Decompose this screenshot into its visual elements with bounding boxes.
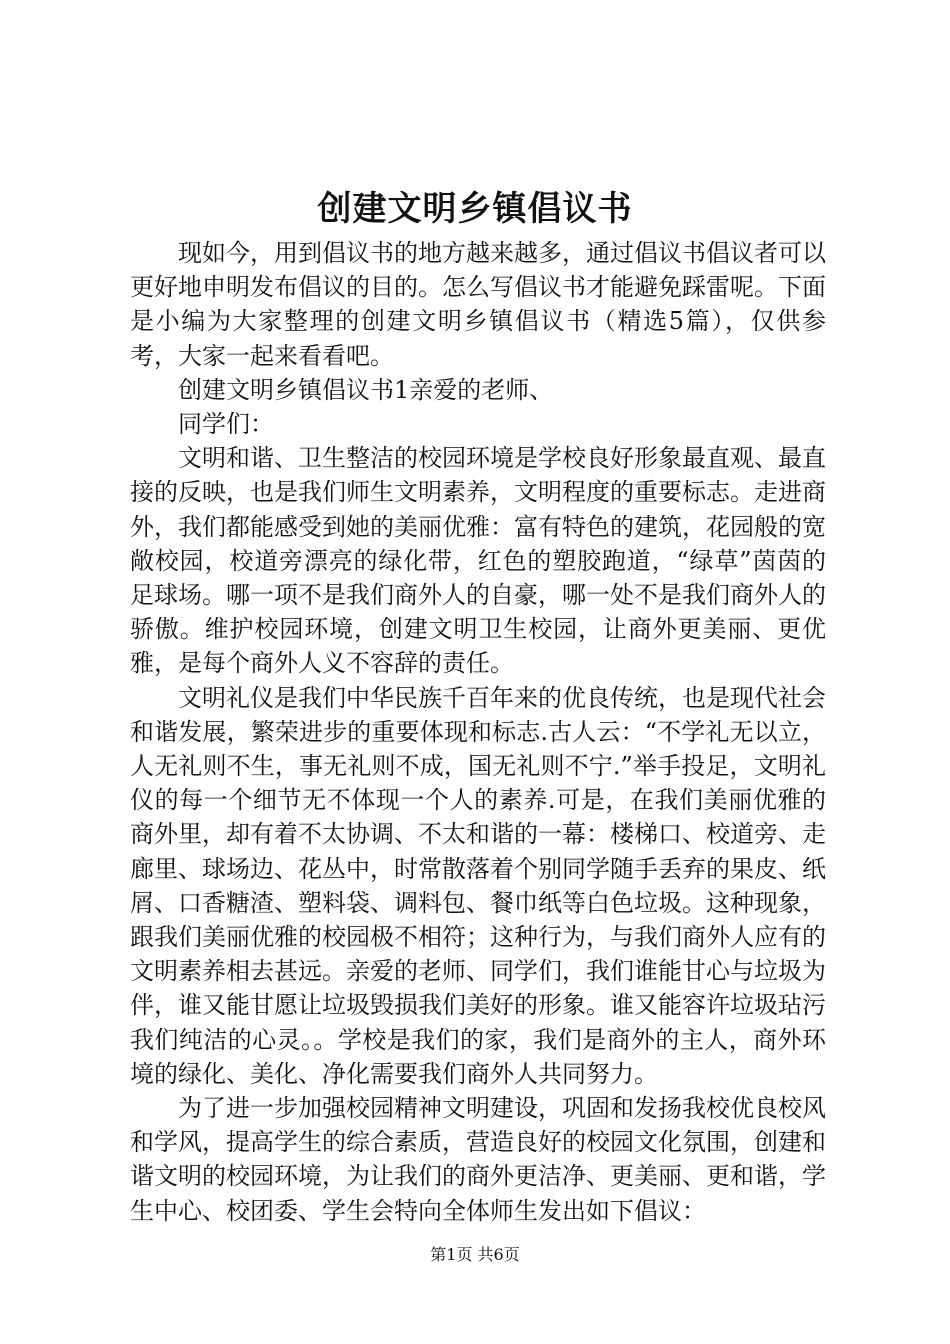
paragraph-proposal: 为了进一步加强校园精神文明建设，巩固和发扬我校优良校风和学风，提高学生的综合素质，营造良好的校园文化氛围，创建和谐文明的校园环境，为让我们的商外更洁净、更美丽、更和谐，学生中心、校团委、学生会特向全体师生发出如下倡议： xyxy=(130,1094,826,1225)
document-body xyxy=(130,236,826,1228)
paragraph-intro: 现如今，用到倡议书的地方越来越多，通过倡议书倡议者可以更好地申明发布倡议的目的。怎么写倡议书才能避免踩雷呢。下面是小编为大家整理的创建文明乡镇倡议书（精选5篇），仅供参考，大家一起来看看吧。 xyxy=(130,239,826,370)
paragraph-heading-1: 创建文明乡镇倡议书1亲爱的老师、 xyxy=(178,375,554,404)
paragraph-campus-environment: 文明和谐、卫生整洁的校园环境是学校良好形象最直观、最直接的反映，也是我们师生文明素养，文明程度的重要标志。走进商外，我们都能感受到她的美丽优雅：富有特色的建筑，花园般的宽敞校园，校道旁漂亮的绿化带，红色的塑胶跑道，“绿草”茵茵的足球场。哪一项不是我们商外人的自豪，哪一处不是我们商外人的骄傲。维护校园环境，创建文明卫生校园，让商外更美丽、更优雅，是每个商外人义不容辞的责任。 xyxy=(130,444,826,678)
document-title: 创建文明乡镇倡议书 xyxy=(317,189,633,229)
paragraph-civility: 文明礼仪是我们中华民族千百年来的优良传统，也是现代社会和谐发展，繁荣进步的重要体现和标志.古人云：“不学礼无以立，人无礼则不生，事无礼则不成，国无礼则不宁.”举手投足，文明礼仪的每一个细节无不体现一个人的素养.可是，在我们美丽优雅的商外里，却有着不太协调、不太和谐的一幕：楼梯口、校道旁、走廊里、球场边、花丛中，时常散落着个别同学随手丢弃的果皮、纸屑、口香糖渣、塑料袋、调料包、餐巾纸等白色垃圾。这种现象，跟我们美丽优雅的校园极不相符；这种行为，与我们商外人应有的文明素养相去甚远。亲爱的老师、同学们，我们谁能甘心与垃圾为伴，谁又能甘愿让垃圾毁损我们美好的形象。谁又能容许垃圾玷污我们纯洁的心灵。。学校是我们的家，我们是商外的主人，商外环境的绿化、美化、净化需要我们商外人共同努力。 xyxy=(130,683,826,1088)
page-footer: 第1页 共6页 xyxy=(430,1245,520,1264)
paragraph-salutation: 同学们： xyxy=(178,410,274,439)
